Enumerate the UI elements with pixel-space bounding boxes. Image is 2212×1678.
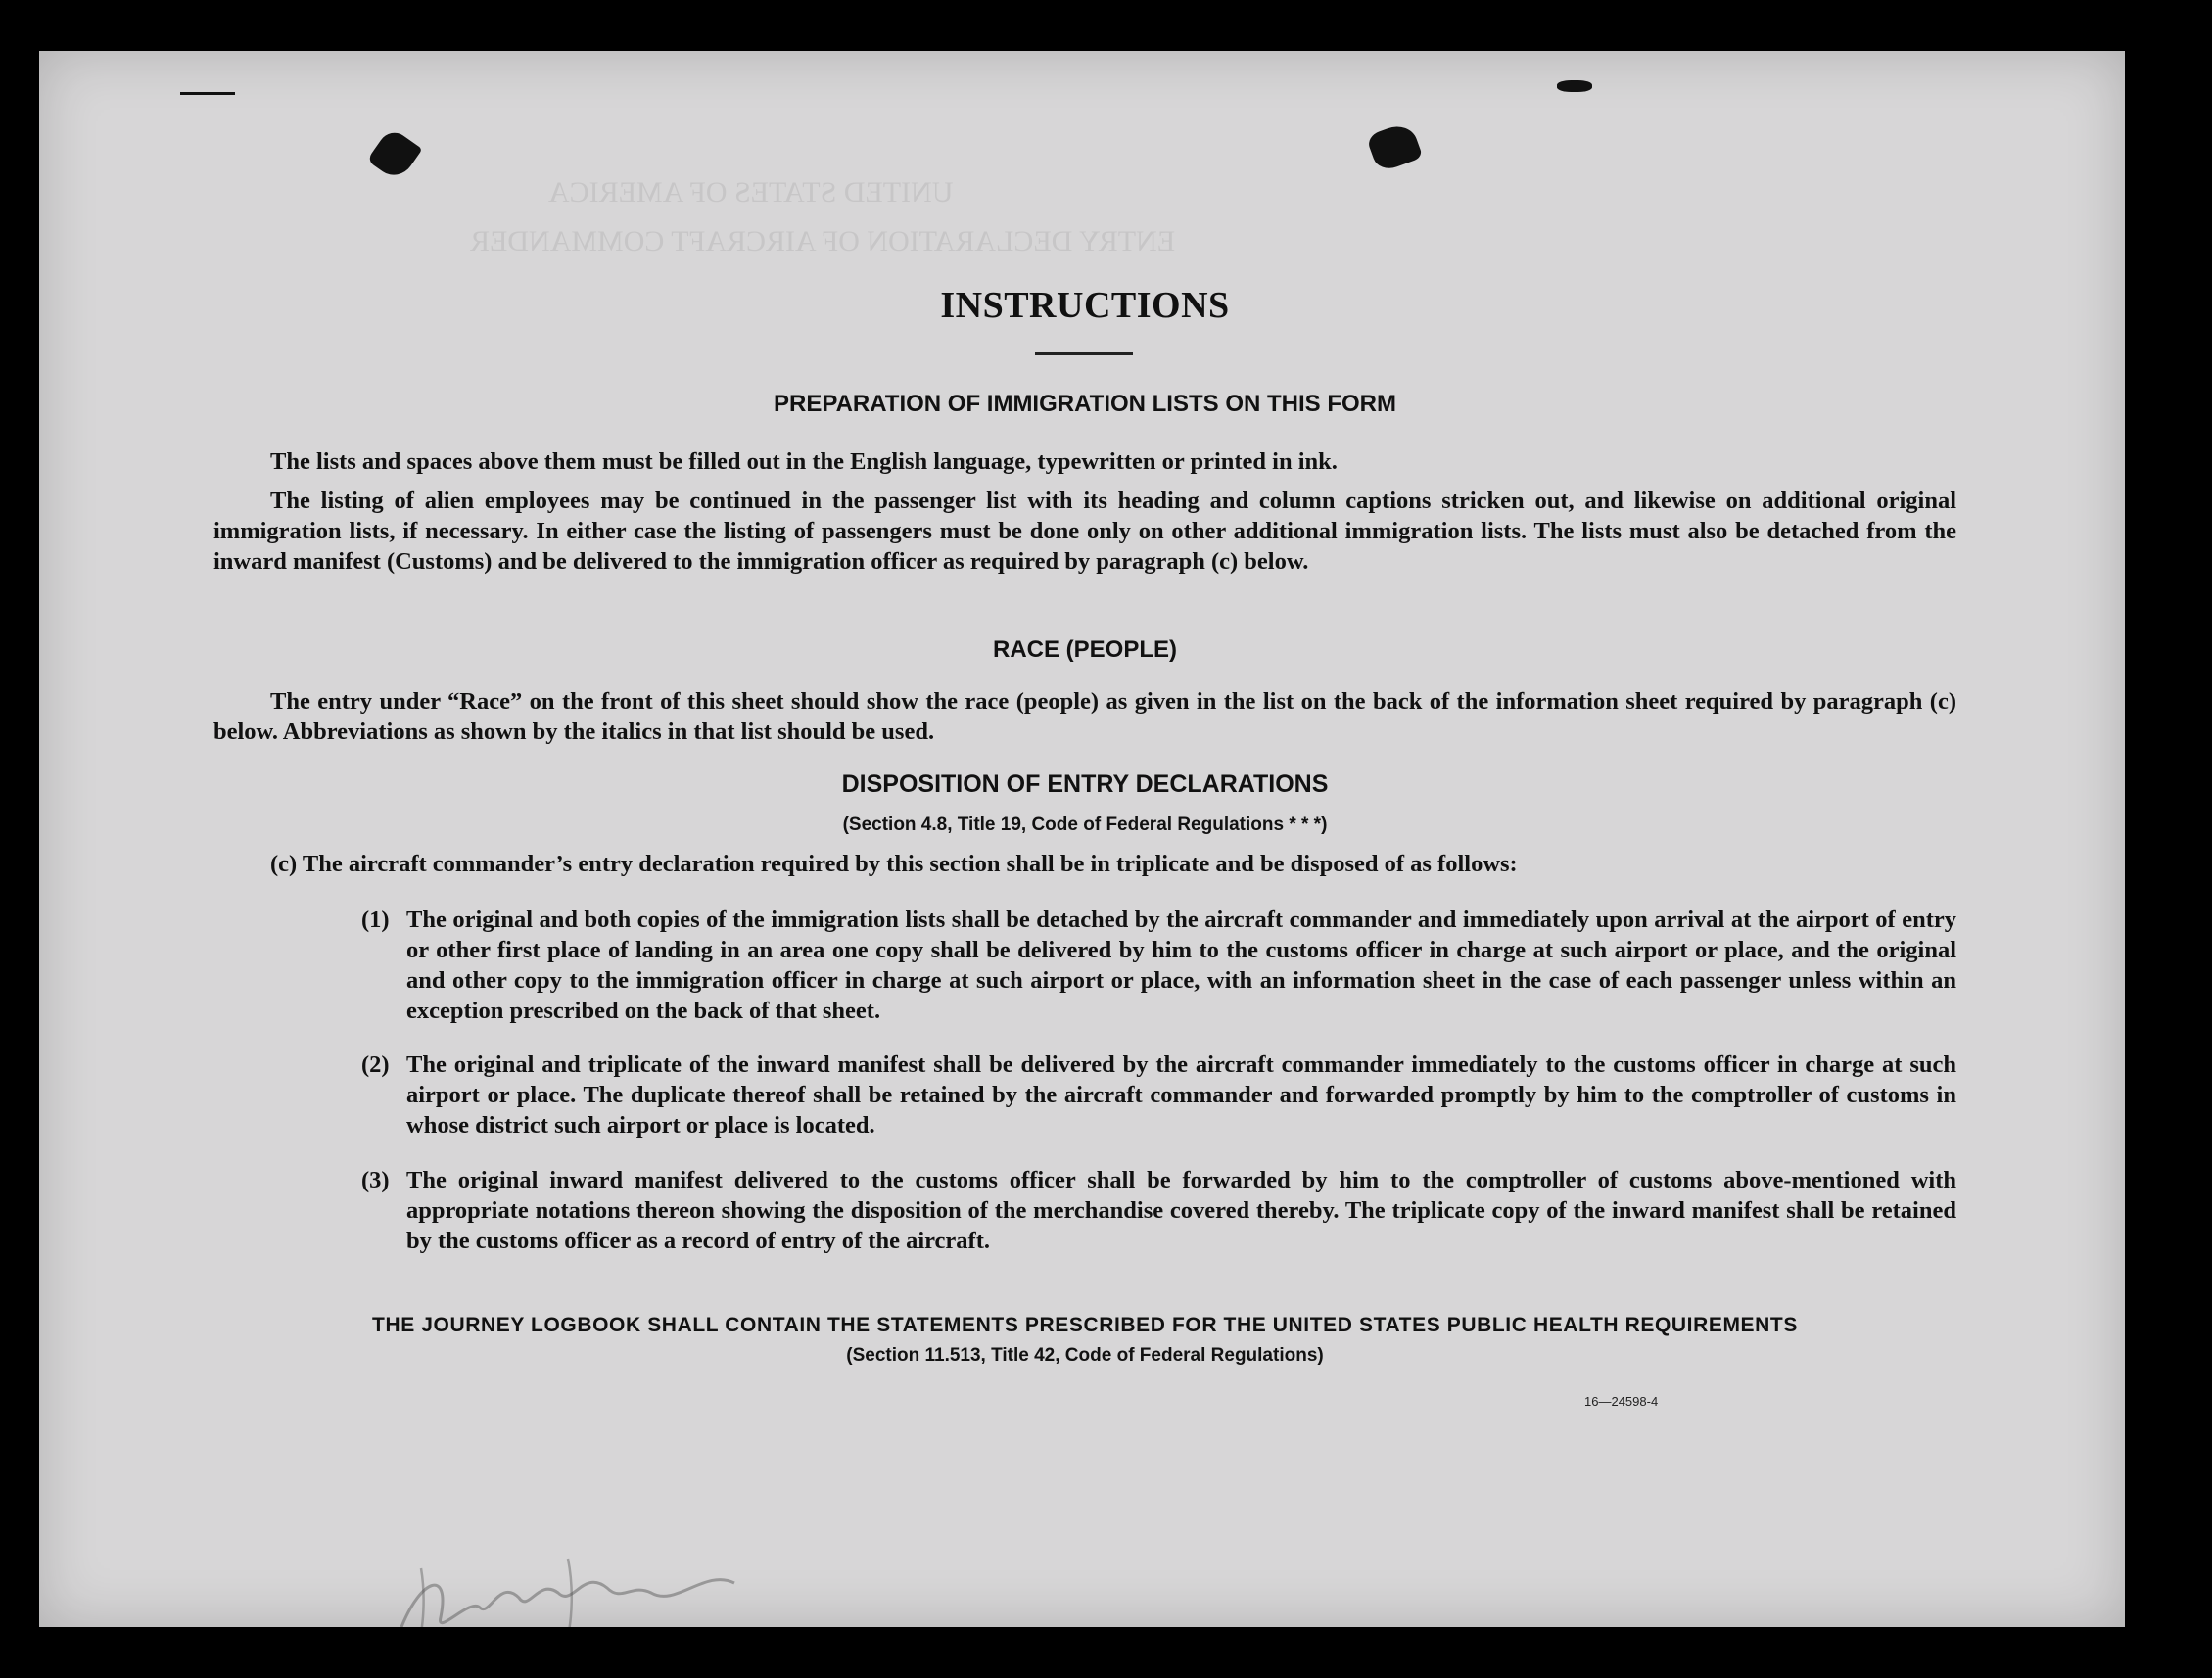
paper-damage-mark	[180, 92, 235, 95]
paper-damage-mark	[367, 126, 423, 182]
paper-damage-mark	[1557, 80, 1592, 92]
bleed-through-text: UNITED STATES OF AMERICA	[548, 176, 954, 209]
race-paragraph: The entry under “Race” on the front of this sheet should show the race (people) as given in the list on the back of the information sheet required by paragraph (c) below. Abbreviations as shown by the italics in that list should be used.	[213, 688, 1956, 745]
disposition-item-1	[361, 905, 1956, 1026]
paper-damage-mark	[1366, 120, 1424, 173]
disposition-citation: (Section 4.8, Title 19, Code of Federal Regulations * * *)	[842, 815, 1328, 835]
item-text: The original and both copies of the immigration lists shall be detached by the aircraft commander and immediately upon arrival at the airport of entry or other first place of landing in an area one copy shall be delivered by him to the customs officer in charge at such airport or place, and the original and other copy to the immigration officer in charge at such airport or place, with an information sheet in the case of each passenger unless within an exception prescribed on the back of that sheet.	[406, 907, 1956, 1024]
preparation-paragraph-2: The listing of alien employees may be continued in the passenger list with its heading and column captions stricken out, and likewise on additional original immigration lists, if necessary. In either case the listing of passengers must be done only on other additional immigration lists. The lists must also be detached from the inward manifest (Customs) and be delivered to the immigration officer as required by paragraph (c) below.	[213, 488, 1956, 575]
section-heading-preparation: PREPARATION OF IMMIGRATION LISTS ON THIS FORM	[774, 391, 1396, 417]
health-requirements-citation: (Section 11.513, Title 42, Code of Federal Regulations)	[846, 1345, 1324, 1366]
preparation-paragraph-1: The lists and spaces above them must be filled out in the English language, typewritten or printed in ink.	[270, 448, 1338, 475]
disposition-item-2	[361, 1049, 1956, 1141]
section-heading-disposition: DISPOSITION OF ENTRY DECLARATIONS	[841, 770, 1329, 798]
disposition-item-3	[361, 1165, 1956, 1256]
page-title: INSTRUCTIONS	[940, 285, 1230, 326]
item-number: (3)	[361, 1167, 390, 1193]
handwritten-signature	[382, 1539, 754, 1627]
document-page	[39, 51, 2125, 1627]
title-underline	[1035, 352, 1133, 355]
bleed-through-text: ENTRY DECLARATION OF AIRCRAFT COMMANDER	[470, 225, 1176, 257]
health-requirements-notice: THE JOURNEY LOGBOOK SHALL CONTAIN THE STATEMENTS PRESCRIBED FOR THE UNITED STATES PUBLIC HEALTH REQUIREMENTS	[372, 1314, 1798, 1336]
item-text: The original inward manifest delivered to the customs officer shall be forwarded by him to the comptroller of customs above-mentioned with appropriate notations thereon showing the disposition of the merchandise covered thereby. The triplicate copy of the inward manifest shall be retained by the customs officer as a record of entry of the aircraft.	[406, 1167, 1956, 1254]
item-number: (1)	[361, 907, 390, 933]
item-number: (2)	[361, 1051, 390, 1078]
disposition-intro: (c) The aircraft commander’s entry declaration required by this section shall be in triplicate and be disposed of as follows:	[270, 851, 1518, 877]
item-text: The original and triplicate of the inward manifest shall be delivered by the aircraft commander immediately to the customs officer in charge at such airport or place. The duplicate thereof shall be retained by the aircraft commander and forwarded promptly by him to the comptroller of customs in whose district such airport or place is located.	[406, 1051, 1956, 1139]
form-number: 16—24598-4	[1584, 1394, 1659, 1409]
section-heading-race: RACE (PEOPLE)	[992, 636, 1177, 663]
